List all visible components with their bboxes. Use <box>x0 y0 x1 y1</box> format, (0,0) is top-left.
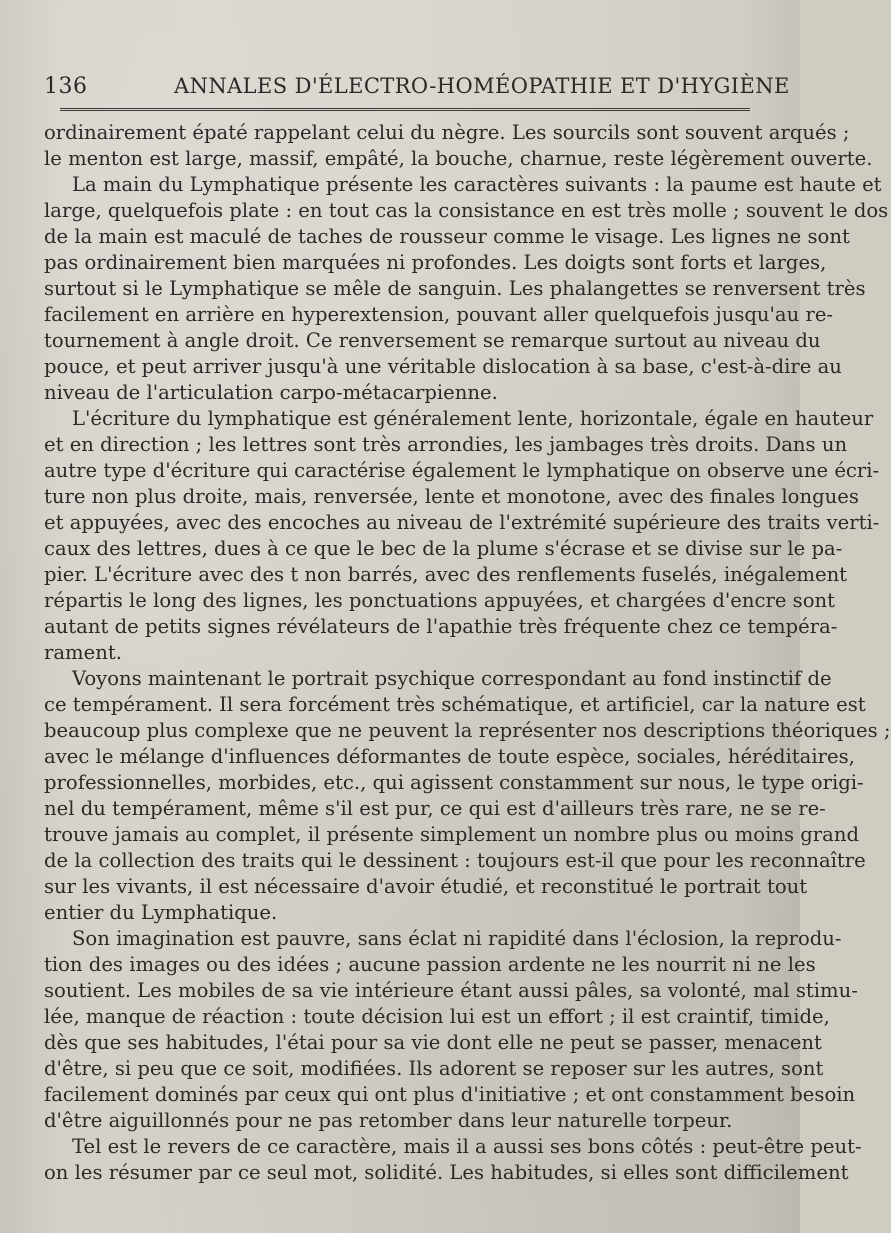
text-line: L'écriture du lymphatique est généralement lente, horizontale, égale en hauteur <box>72 407 874 430</box>
text-line: lée, manque de réaction : toute décision lui est un effort ; il est craintif, timide, <box>44 1005 830 1028</box>
text-line: d'être aiguillonnés pour ne pas retomber dans leur naturelle torpeur. <box>44 1109 733 1132</box>
text-line: pouce, et peut arriver jusqu'à une véritable dislocation à sa base, c'est-à-dire au <box>44 355 842 378</box>
text-line: soutient. Les mobiles de sa vie intérieure étant aussi pâles, sa volonté, mal stimu- <box>44 979 858 1002</box>
text-line: de la main est maculé de taches de rousseur comme le visage. Les lignes ne sont <box>44 225 850 248</box>
text-line: et appuyées, avec des encoches au niveau de l'extrémité supérieure des traits verti- <box>44 511 880 534</box>
text-line: La main du Lymphatique présente les caractères suivants : la paume est haute et <box>72 173 882 196</box>
text-line: facilement dominés par ceux qui ont plus d'initiative ; et ont constamment besoin <box>44 1083 856 1106</box>
text-line: pier. L'écriture avec des t non barrés, avec des renflements fuselés, inégalement <box>44 563 848 586</box>
text-line: Voyons maintenant le portrait psychique correspondant au fond instinctif de <box>72 667 832 690</box>
text-line: le menton est large, massif, empâté, la bouche, charnue, reste légèrement ouverte. <box>44 147 873 170</box>
text-line: pas ordinairement bien marquées ni profondes. Les doigts sont forts et larges, <box>44 251 827 274</box>
text-line: caux des lettres, dues à ce que le bec de la plume s'écrase et se divise sur le pa- <box>44 537 843 560</box>
text-line: nel du tempérament, même s'il est pur, ce qui est d'ailleurs très rare, ne se re- <box>44 797 826 820</box>
body-text <box>44 120 891 1186</box>
text-line: autre type d'écriture qui caractérise également le lymphatique on observe une écri- <box>44 459 880 482</box>
text-line: sur les vivants, il est nécessaire d'avoir étudié, et reconstitué le portrait tout <box>44 875 808 898</box>
text-line: ture non plus droite, mais, renversée, lente et monotone, avec des finales longues <box>44 485 859 508</box>
text-line: ordinairement épaté rappelant celui du nègre. Les sourcils sont souvent arqués ; <box>44 121 850 144</box>
text-line: trouve jamais au complet, il présente simplement un nombre plus ou moins grand <box>44 823 860 846</box>
header-rule <box>60 108 750 111</box>
text-line: large, quelquefois plate : en tout cas la consistance en est très molle ; souvent le dos <box>44 199 889 222</box>
text-line: de la collection des traits qui le dessinent : toujours est-il que pour les reconnaître <box>44 849 866 872</box>
text-line: Son imagination est pauvre, sans éclat ni rapidité dans l'éclosion, la reprodu- <box>72 927 842 950</box>
text-line: tion des images ou des idées ; aucune passion ardente ne les nourrit ni ne les <box>44 953 816 976</box>
text-line: niveau de l'articulation carpo-métacarpienne. <box>44 381 498 404</box>
text-line: on les résumer par ce seul mot, solidité. Les habitudes, si elles sont difficilement <box>44 1161 849 1184</box>
text-line: Tel est le revers de ce caractère, mais il a aussi ses bons côtés : peut-être peut- <box>72 1135 862 1158</box>
page-header <box>44 70 790 104</box>
page-number: 136 <box>44 74 88 99</box>
running-title: ANNALES D'ÉLECTRO-HOMÉOPATHIE ET D'HYGIÈNE <box>174 74 790 98</box>
text-line: ce tempérament. Il sera forcément très schématique, et artificiel, car la nature est <box>44 693 866 716</box>
text-line: surtout si le Lymphatique se mêle de sanguin. Les phalangettes se renversent très <box>44 277 866 300</box>
text-line: entier du Lymphatique. <box>44 901 278 924</box>
text-line: professionnelles, morbides, etc., qui agissent constamment sur nous, le type origi- <box>44 771 864 794</box>
text-line: beaucoup plus complexe que ne peuvent la représenter nos descriptions théoriques ; <box>44 719 891 742</box>
text-line: autant de petits signes révélateurs de l'apathie très fréquente chez ce tempéra- <box>44 615 838 638</box>
text-line: dès que ses habitudes, l'étai pour sa vie dont elle ne peut se passer, menacent <box>44 1031 822 1054</box>
text-line: facilement en arrière en hyperextension, pouvant aller quelquefois jusqu'au re- <box>44 303 834 326</box>
text-line: avec le mélange d'influences déformantes de toute espèce, sociales, héréditaires, <box>44 745 855 768</box>
text-line: et en direction ; les lettres sont très arrondies, les jambages très droits. Dans un <box>44 433 848 456</box>
text-line: tournement à angle droit. Ce renversement se remarque surtout au niveau du <box>44 329 821 352</box>
text-line: d'être, si peu que ce soit, modifiées. Ils adorent se reposer sur les autres, sont <box>44 1057 824 1080</box>
text-line: répartis le long des lignes, les ponctuations appuyées, et chargées d'encre sont <box>44 589 836 612</box>
text-line: rament. <box>44 641 122 664</box>
